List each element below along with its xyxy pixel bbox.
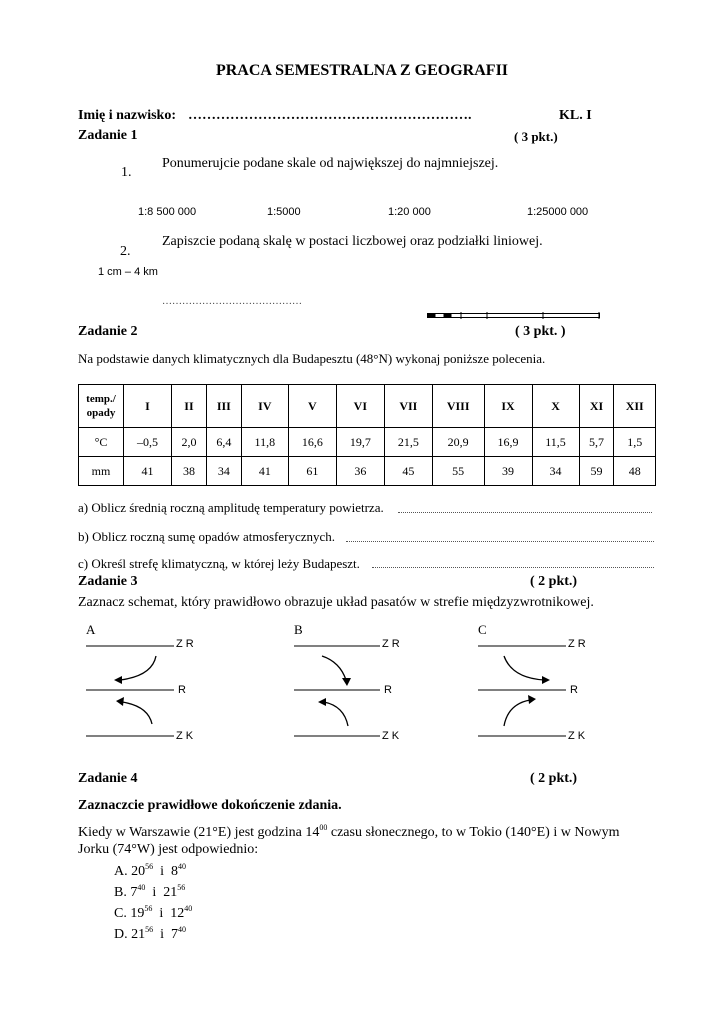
answer-option-a[interactable]: [114, 864, 186, 880]
diagram-b-zr-label: Z R: [382, 638, 400, 650]
answer-b-dots[interactable]: [346, 540, 654, 542]
name-field-dots[interactable]: …………………………………………………….: [188, 108, 472, 123]
diagram-c-letter: C: [478, 622, 487, 637]
temp-cell: –0,5: [124, 428, 172, 457]
diagram-a-zk-label: Z K: [176, 730, 194, 742]
diagram-a-letter: A: [86, 622, 96, 637]
temp-cell: 16,9: [484, 428, 532, 457]
month-cell: IV: [241, 385, 288, 428]
temp-cell: 16,6: [288, 428, 336, 457]
temp-cell: 1,5: [614, 428, 656, 457]
option-a-part1: A. 20: [114, 864, 146, 879]
task4-instruction: Zaznaczcie prawidłowe dokończenie zdania.: [78, 798, 342, 813]
temp-cell: 21,5: [384, 428, 432, 457]
question-text-part2: czasu słonecznego, to w Tokio (140°E) i w Nowym: [327, 825, 620, 840]
option-b-sup2: 56: [177, 883, 186, 892]
scale-option-1: 1:8 500 000: [138, 206, 197, 218]
option-d-part2: i 7: [153, 927, 179, 942]
diagram-a-zr-label: Z R: [176, 638, 194, 650]
task1-sub2-text: Zapiszcie podaną skalę w postaci liczbowej oraz podziałki liniowej.: [162, 234, 543, 249]
diagram-a[interactable]: [86, 622, 206, 744]
option-a-part2: i 8: [153, 864, 179, 879]
header-label-precip: opady: [86, 407, 116, 419]
diagram-b-zk-label: Z K: [382, 730, 400, 742]
task2-points: ( 3 pkt. ): [515, 324, 566, 339]
diagram-c-zk-label: Z K: [568, 730, 586, 742]
month-cell: II: [172, 385, 207, 428]
name-label: Imię i nazwisko:: [78, 108, 176, 123]
option-a-sup2: 40: [178, 862, 187, 871]
option-b-part2: i 21: [145, 885, 178, 900]
answer-option-b[interactable]: [114, 885, 185, 901]
temp-cell: 20,9: [432, 428, 484, 457]
task3-heading: Zadanie 3: [78, 574, 138, 589]
question-text-part1: Kiedy w Warszawie (21°E) jest godzina 14: [78, 825, 320, 840]
diagram-c[interactable]: [478, 622, 598, 744]
header-label-temp: temp./: [86, 393, 116, 405]
precip-cell: 39: [484, 457, 532, 486]
month-cell: IX: [484, 385, 532, 428]
option-a-sup1: 56: [145, 862, 154, 871]
table-header-label: [79, 385, 124, 428]
task1-sub1-text: Ponumerujcie podane skale od największej do najmniejszej.: [162, 156, 499, 171]
option-d-part1: D. 21: [114, 927, 146, 942]
question-superscript: 00: [319, 823, 328, 832]
table-row: [79, 385, 656, 428]
task1-sub1-number: 1.: [121, 165, 132, 180]
month-cell: III: [206, 385, 241, 428]
answer-option-c[interactable]: [114, 906, 192, 922]
option-c-sup1: 56: [144, 904, 153, 913]
diagram-a-arrows: [86, 636, 176, 744]
temp-cell: 6,4: [206, 428, 241, 457]
diagram-c-arrows: [478, 636, 568, 744]
month-cell: V: [288, 385, 336, 428]
task2-heading: Zadanie 2: [78, 324, 138, 339]
month-cell: VI: [336, 385, 384, 428]
answer-a-dots[interactable]: [398, 511, 652, 513]
precip-cell: 41: [124, 457, 172, 486]
option-d-sup1: 56: [145, 925, 154, 934]
precip-cell: 34: [206, 457, 241, 486]
precip-cell: 34: [532, 457, 579, 486]
task1-sub2-number: 2.: [120, 244, 131, 259]
table-row: [79, 428, 656, 457]
option-b-part1: B. 7: [114, 885, 138, 900]
temp-row-label: °C: [79, 428, 124, 457]
task4-points: ( 2 pkt.): [530, 771, 578, 786]
option-c-part1: C. 19: [114, 906, 145, 921]
climate-table: [78, 384, 656, 486]
answer-c-dots[interactable]: [372, 566, 654, 568]
numeric-scale-answer-dots[interactable]: ……………………………………: [162, 296, 302, 307]
diagram-b-r-label: R: [384, 684, 392, 696]
diagram-b-letter: B: [294, 622, 303, 637]
scale-option-4: 1:25000 000: [527, 206, 589, 218]
month-cell: X: [532, 385, 579, 428]
precip-row-label: mm: [79, 457, 124, 486]
table-row: [79, 457, 656, 486]
temp-cell: 11,5: [532, 428, 579, 457]
temp-cell: 5,7: [579, 428, 614, 457]
option-c-part2: i 12: [152, 906, 185, 921]
given-scale: 1 cm – 4 km: [98, 266, 158, 278]
task4-question-line2: Jorku (74°W) jest odpowiednio:: [78, 842, 259, 857]
task2-intro: Na podstawie danych klimatycznych dla Budapesztu (48°N) wykonaj poniższe polecenia.: [78, 351, 546, 366]
precip-cell: 59: [579, 457, 614, 486]
option-c-sup2: 40: [184, 904, 193, 913]
task3-points: ( 2 pkt.): [530, 574, 578, 589]
task3-instruction: Zaznacz schemat, który prawidłowo obrazuje układ pasatów w strefie międzyzwrotnikowej.: [78, 595, 594, 610]
diagram-b[interactable]: [294, 622, 414, 744]
precip-cell: 41: [241, 457, 288, 486]
option-b-sup1: 40: [137, 883, 146, 892]
question-a: a) Oblicz średnią roczną amplitudę temperatury powietrza.: [78, 500, 384, 515]
month-cell: I: [124, 385, 172, 428]
month-cell: XII: [614, 385, 656, 428]
option-d-sup2: 40: [178, 925, 187, 934]
class-label: KL. I: [559, 108, 592, 123]
diagram-c-zr-label: Z R: [568, 638, 586, 650]
page-title: PRACA SEMESTRALNA Z GEOGRAFII: [215, 62, 509, 79]
temp-cell: 19,7: [336, 428, 384, 457]
precip-cell: 36: [336, 457, 384, 486]
precip-cell: 61: [288, 457, 336, 486]
precip-cell: 38: [172, 457, 207, 486]
month-cell: VII: [384, 385, 432, 428]
linear-scale-bar: [427, 312, 603, 320]
diagram-c-r-label: R: [570, 684, 578, 696]
task1-points: ( 3 pkt.): [514, 129, 558, 144]
task4-question-line1: [78, 825, 619, 841]
precip-cell: 48: [614, 457, 656, 486]
diagram-b-arrows: [294, 636, 384, 744]
diagram-a-r-label: R: [178, 684, 186, 696]
answer-option-d[interactable]: [114, 927, 186, 943]
scale-option-3: 1:20 000: [388, 206, 431, 218]
scale-option-2: 1:5000: [267, 206, 301, 218]
temp-cell: 11,8: [241, 428, 288, 457]
question-b: b) Oblicz roczną sumę opadów atmosferycznych.: [78, 529, 336, 544]
precip-cell: 45: [384, 457, 432, 486]
temp-cell: 2,0: [172, 428, 207, 457]
month-cell: XI: [579, 385, 614, 428]
task1-heading: Zadanie 1: [78, 128, 138, 143]
precip-cell: 55: [432, 457, 484, 486]
question-c: c) Określ strefę klimatyczną, w której leży Budapeszt.: [78, 556, 360, 571]
task4-heading: Zadanie 4: [78, 771, 138, 786]
month-cell: VIII: [432, 385, 484, 428]
